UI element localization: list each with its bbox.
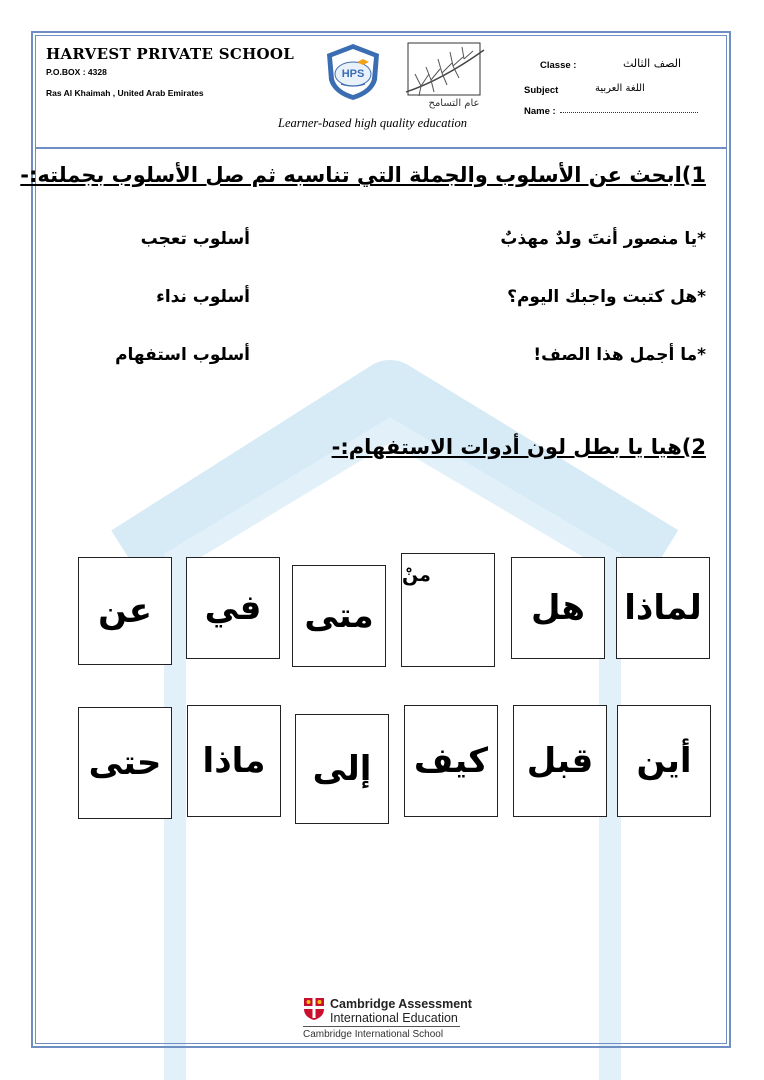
cambridge-line-1: Cambridge Assessment [330, 997, 472, 1011]
tolerance-caption: عام التسامح [428, 98, 480, 109]
school-tagline: Learner-based high quality education [278, 116, 467, 130]
word-box-qabl[interactable]: قبل [513, 705, 607, 817]
word-box-limadha[interactable]: لماذا [616, 557, 710, 659]
q1-style-2: أسلوب نداء [156, 287, 250, 307]
word-box-fi[interactable]: في [186, 557, 280, 659]
word-box-ila[interactable]: إلى [295, 714, 389, 824]
word-box-madha[interactable]: ماذا [187, 705, 281, 817]
question-1-title: 1)ابحث عن الأسلوب والجملة التي تناسبه ثم صل الأسلوب بجملته:- [20, 163, 706, 187]
name-label: Name : [524, 106, 556, 117]
word-box-an[interactable]: عن [78, 557, 172, 665]
q1-sentence-2: *هل كتبت واجبك اليوم؟ [507, 287, 706, 307]
word-box-hal[interactable]: هل [511, 557, 605, 659]
hps-logo-text: HPS [341, 68, 365, 80]
name-blank-line [560, 112, 698, 113]
cambridge-divider [303, 1026, 460, 1027]
hps-shield-logo [323, 42, 383, 102]
school-name: HARVEST PRIVATE SCHOOL [46, 45, 295, 63]
word-box-ayna[interactable]: أين [617, 705, 711, 817]
q1-sentence-1: *يا منصور أنتَ ولدٌ مهذبٌ [500, 229, 706, 249]
word-box-kayfa[interactable]: كيف [404, 705, 498, 817]
year-of-tolerance-logo [396, 42, 488, 110]
classe-label: Classe : [540, 60, 577, 71]
word-box-hatta[interactable]: حتى [78, 707, 172, 819]
subject-value: اللغة العربية [595, 83, 645, 94]
q1-style-1: أسلوب تعجب [140, 229, 250, 249]
classe-value: الصف الثالث [623, 57, 682, 70]
po-box: P.O.BOX : 4328 [46, 67, 107, 77]
word-box-mata[interactable]: متى [292, 565, 386, 667]
school-address: Ras Al Khaimah , United Arab Emirates [46, 88, 204, 98]
header-divider [35, 147, 727, 149]
subject-label: Subject [524, 85, 559, 96]
q1-style-3: أسلوب استفهام [115, 345, 250, 365]
cambridge-line-2: International Education [330, 1011, 458, 1025]
q1-sentence-3: *ما أجمل هذا الصف! [533, 345, 706, 365]
question-2-title: 2)هيا يا بطل لون أدوات الاستفهام:- [331, 435, 706, 459]
word-box-man[interactable]: منْ [401, 553, 495, 667]
cambridge-shield-icon [303, 997, 325, 1021]
cambridge-school-label: Cambridge International School [303, 1029, 444, 1040]
